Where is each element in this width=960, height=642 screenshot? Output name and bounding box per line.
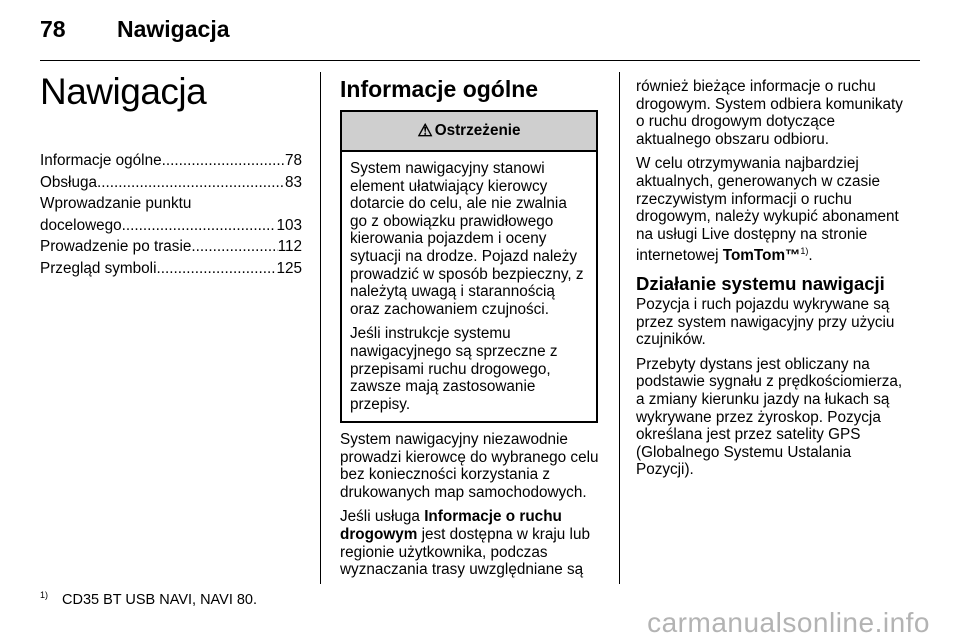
warning-title: Ostrzeżenie [434,122,521,139]
footnote-text: CD35 BT USB NAVI, NAVI 80. [62,591,258,608]
footnote [40,590,257,608]
toc-leader-dots [122,215,277,237]
paragraph: Jeśli usługa Informacje o ruchu drogowym jest dostępna w kraju lub regionie użytkownika, podczas wyznaczania trasy uwzględniane są [340,508,590,579]
table-of-contents [40,150,302,280]
header-divider [40,60,920,61]
toc-entry[interactable] [40,172,302,194]
warning-triangle-icon: ⚠ [417,121,433,140]
toc-entry[interactable] [40,236,302,258]
toc-entry-page: 112 [277,238,302,256]
toc-entry-page: 83 [284,173,302,191]
paragraph: również bieżące informacje o ruchu drogowym. System odbiera komunikaty o ruchu drogowym dotyczące aktualnego obszaru odbioru. [636,78,903,148]
paragraph: Pozycja i ruch pojazdu wykrywane są przez system nawigacyjny przy użyciu czujników. [636,296,895,349]
warning-box [340,110,598,423]
warning-header [342,112,596,152]
toc-entry-page: 103 [276,216,302,234]
column-divider-1 [320,72,321,584]
page-number: 78 [40,16,66,42]
column-divider-2 [619,72,620,584]
toc-entry-page: 125 [276,259,302,277]
toc-entry[interactable] [40,150,302,172]
toc-leader-dots [156,258,276,280]
warning-paragraph: System nawigacyjny stanowi element ułatwiający kierowcy dotarcie do celu, ale nie zwalnia go z obowiązku prawidłowego kierowania pojazdem i oceny sytuacji na drodze. Pojazd należy prowadzić w sposób bezpieczny, z należytą uwagą i starannością oraz zachowaniem czujności. [350,160,584,318]
footnote-mark: 1) [40,590,49,600]
section-title: Informacje ogólne [340,76,539,102]
toc-leader-dots [191,236,277,258]
term-tomtom: TomTom™ [722,247,801,265]
paragraph: Przebyty dystans jest obliczany na podstawie sygnału z prędkościomierza, a zmiany kierunku jazdy na łukach są wykrywane przez żyroskop. Pozycja określana jest przez satelity GPS (Globalnego Systemu Ustalania Pozycji). [636,355,903,479]
toc-leader-dots [97,172,285,194]
paragraph: System nawigacyjny niezawodnie prowadzi kierowcę do wybranego celu bez konieczności korzystania z drukowanych map samochodowych. [340,431,599,501]
footnote-ref[interactable]: 1) [800,246,809,257]
paragraph: W celu otrzymywania najbardziej aktualnych, generowanych w czasie rzeczywistym informacji o ruchu drogowym, należy wykupić abonament na usługi Live dostępny na stronie internetowej TomTom™$^{1)}$. [636,155,899,265]
toc-entry-text: Informacje ogólne [40,152,162,169]
toc-entry-text: Przegląd symboli [40,259,157,277]
subsection-title: Działanie systemu nawigacji [636,273,885,295]
toc-entry[interactable] [40,258,302,280]
chapter-title: Nawigacja [40,71,207,112]
toc-entry-page: 78 [284,152,302,169]
toc-entry[interactable] [40,193,302,236]
term-traffic-info: Informacje o ruchu drogowym [340,508,562,543]
watermark: carmanualsonline.info [647,607,930,638]
warning-paragraph: Jeśli instrukcje systemu nawigacyjnego są sprzeczne z przepisami ruchu drogowego, zawsze mają zastosowanie przepisy. [350,325,558,413]
toc-entry-text: Obsługa [40,173,97,191]
toc-leader-dots [162,150,285,172]
toc-entry-text: docelowego [40,216,122,234]
toc-entry-text: Prowadzenie po trasie [40,238,192,256]
column-2-text [340,431,604,586]
running-header-title: Nawigacja [117,16,230,42]
toc-entry-text-line1: Wprowadzanie punktu [40,195,192,213]
column-3-text [636,78,906,486]
warning-body [342,152,596,421]
